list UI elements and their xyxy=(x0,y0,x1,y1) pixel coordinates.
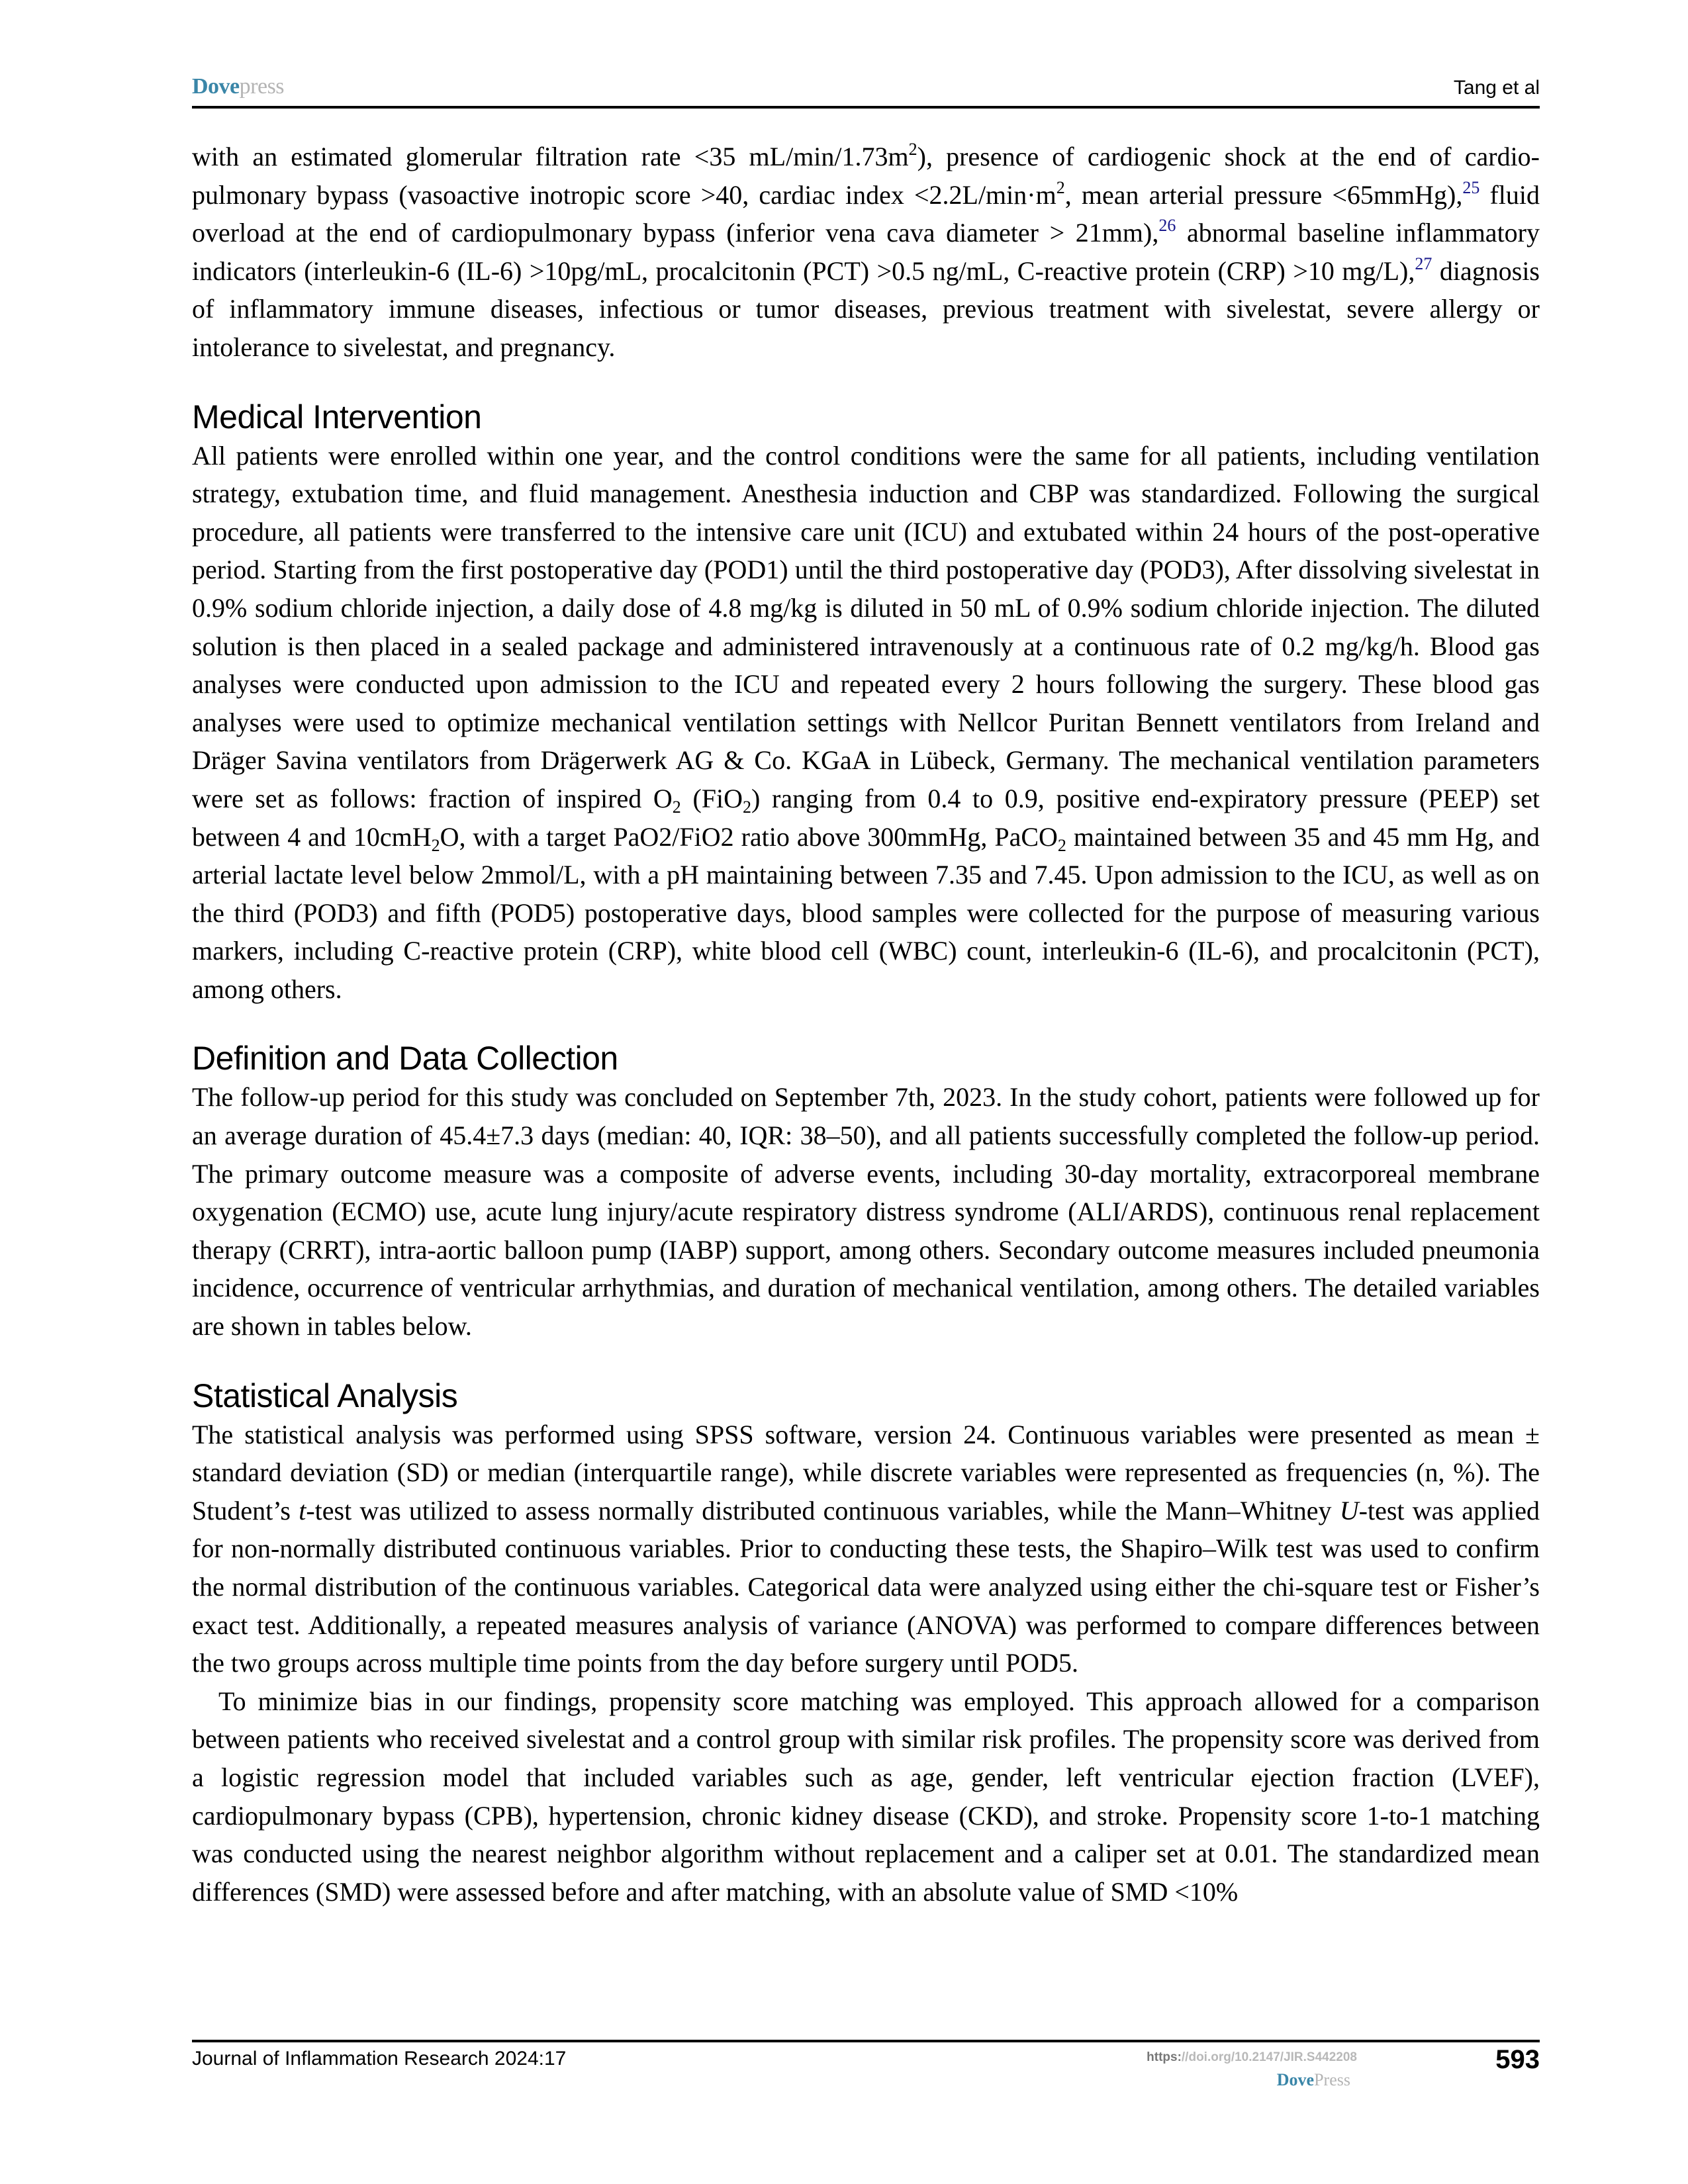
citation-link[interactable]: 25 xyxy=(1462,177,1480,197)
section-heading: Definition and Data Collection xyxy=(192,1040,618,1077)
section-heading: Statistical Analysis xyxy=(192,1377,458,1414)
paragraph: To minimize bias in our findings, propensity score matching was employed. This approach allowed for a comparison between patients who received sivelestat and a control group with similar risk profiles. The propensity score was derived from a logistic regression model that included variables such as age, gender, left ventricular ejection fraction (LVEF), cardiopulmonary bypass (CPB), hypertension, chronic kidney disease (CKD), and stroke. Propensity score 1-to-1 matching was conducted using the nearest neighbor algorithm without replacement and a caliper set at 0.01. The standardized mean differences (SMD) were assessed before and after matching, with an absolute value of SMD <10% xyxy=(192,1686,1540,1907)
footer-rule xyxy=(192,2040,1540,2042)
article-body xyxy=(192,138,1540,1911)
doi-link[interactable]: https://doi.org/10.2147/JIR.S442208 xyxy=(1147,2050,1357,2064)
running-header xyxy=(192,74,1540,107)
page-number: 593 xyxy=(1495,2045,1540,2074)
paragraph: All patients were enrolled within one year, and the control conditions were the same for all patients, including ventilation strategy, extubation time, and fluid management. Anesthesia induction and CBP was standardized. Following the surgical procedure, all patients were transferred to the intensive care unit (ICU) and extubated within 24 hours of the post-operative period. Starting from the first postoperative day (POD1) until the third postoperative day (POD3), After dissolving sivelestat in 0.9% sodium chloride injection, a daily dose of 4.8 mg/kg is diluted in 50 mL of 0.9% sodium chloride injection. The diluted solution is then placed in a sealed package and administered intravenously at a continuous rate of 0.2 mg/kg/h. Blood gas analyses were conducted upon admission to the ICU and repeated every 2 hours following the surgery. These blood gas analyses were used to optimize mechanical ventilation settings with Nellcor Puritan Bennett ventilators from Ireland and Dräger Savina ventilators from Drägerwerk AG & Co. KGaA in Lübeck, Germany. The mechanical ventilation parameters were set as follows: fraction of inspired $O_2$ (FiO$_2$) ranging from 0.4 to 0.9, positive end-expiratory pressure (PEEP) set between 4 and 10cmH$_2$O, with a target PaO2/FiO2 ratio above 300mmHg, PaCO$_2$ maintained between 35 and 45 mm Hg, and arterial lactate level below 2mmol/L, with a pH maintaining between 7.35 and 7.45. Upon admission to the ICU, as well as on the third (POD3) and fifth (POD5) postoperative days, blood samples were collected for the purpose of measuring various markers, including C-reactive protein (CRP), white blood cell (WBC) count, interleukin-6 (IL-6), and procalcitonin (PCT), among others. xyxy=(192,440,1540,1004)
intro-paragraph: with an estimated glomerular filtration rate <35 $mL/\min/1.73m^2$), presence of cardiogenic shock at the end of cardio-pulmonary bypass (vasoactive inotropic score >40, cardiac index $<2.2L/\min\cdot m^2$, mean arterial pressure <65mmHg),$^{25}$ fluid overload at the end of cardiopulmonary bypass (inferior vena cava diameter > 21mm),$^{26}$ abnormal baseline inflammatory indicators (interleukin-6 (IL-6) >10pg/mL, procalcitonin (PCT) >0.5 ng/mL, C-reactive protein (CRP) >10 mg/L),$^{27}$ diagnosis of inflammatory immune diseases, infectious or tumor diseases, previous treatment with sivelestat, severe allergy or intolerance to sivelestat, and pregnancy. xyxy=(192,140,1540,362)
citation-link[interactable]: 26 xyxy=(1158,216,1176,236)
section-definition-data-collection xyxy=(192,1038,1540,1345)
journal-citation: Journal of Inflammation Research 2024:17 xyxy=(192,2048,567,2070)
header-rule xyxy=(192,106,1540,109)
publisher-logo: Dovepress xyxy=(192,74,285,99)
section-statistical-analysis xyxy=(192,1376,1540,1911)
section-heading: Medical Intervention xyxy=(192,398,482,435)
paragraph: The follow-up period for this study was concluded on September 7th, 2023. In the study cohort, patients were followed up for an average duration of 45.4±7.3 days (median: 40, IQR: 38–50), and all patients successfully completed the follow-up period. The primary outcome measure was a composite of adverse events, including 30-day mortality, extracorporeal membrane oxygenation (ECMO) use, acute lung injury/acute respiratory distress syndrome (ALI/ARDS), continuous renal replacement therapy (CRRT), intra-aortic balloon pump (IABP) support, among others. Secondary outcome measures included pneumonia incidence, occurrence of ventricular arrhythmias, and duration of mechanical ventilation, among others. The detailed variables are shown in tables below. xyxy=(192,1082,1540,1342)
citation-link[interactable]: 27 xyxy=(1415,253,1432,273)
running-authors: Tang et al xyxy=(1453,77,1540,99)
paragraph: The statistical analysis was performed using SPSS software, version 24. Continuous variables were presented as mean ± standard deviation (SD) or median (interquartile range), while discrete variables were represented as frequencies (n, %). The Student’s t-test was utilized to assess normally distributed continuous variables, while the Mann–Whitney U-test was applied for non-normally distributed continuous variables. Prior to conducting these tests, the Shapiro–Wilk test was used to confirm the normal distribution of the continuous variables. Categorical data were analyzed using either the chi-square test or Fisher’s exact test. Additionally, a repeated measures analysis of variance (ANOVA) was performed to compare differences between the two groups across multiple time points from the day before surgery until POD5. xyxy=(192,1419,1540,1678)
footer-publisher-logo: DovePress xyxy=(1276,2070,1350,2089)
section-medical-intervention xyxy=(192,397,1540,1009)
